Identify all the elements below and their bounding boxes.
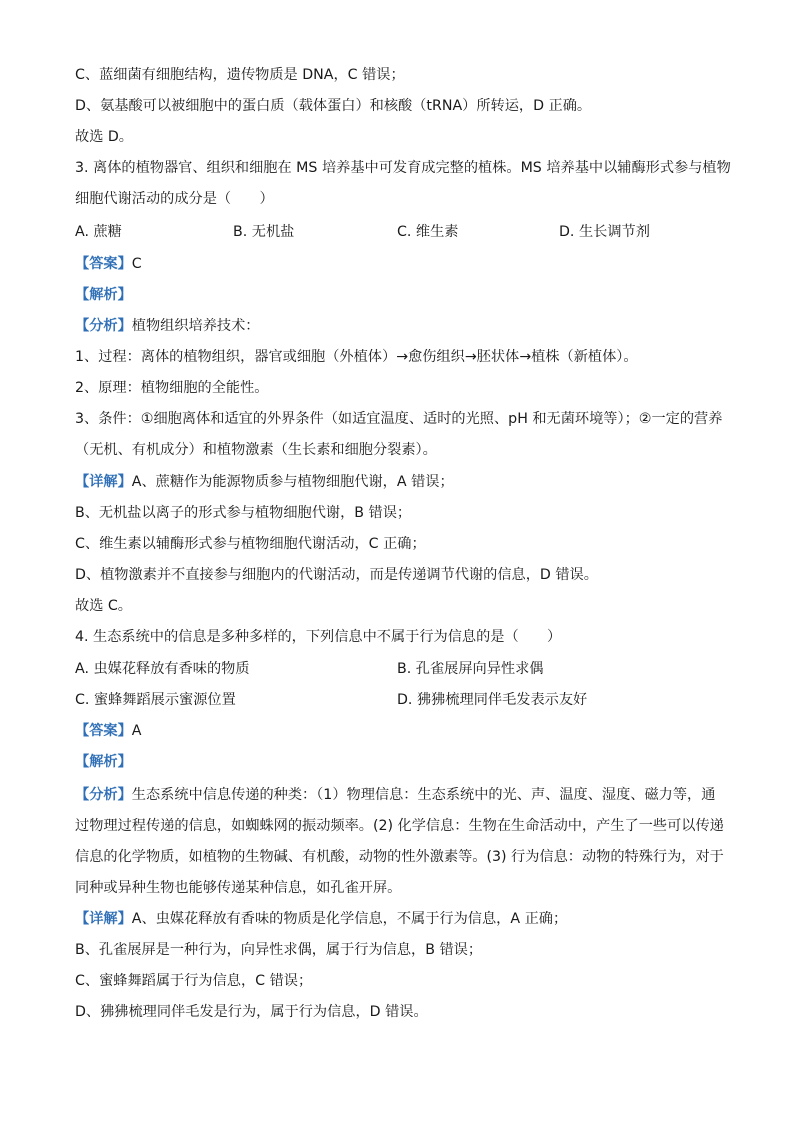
detail-tag: 【详解】 <box>75 474 132 490</box>
option-b: B. 孔雀展屏向异性求偶 <box>397 661 544 677</box>
option-a: A. 虫媒花释放有香味的物质 <box>75 661 250 677</box>
text-line: 1、过程：离体的植物组织，器官或细胞（外植体）→愈伤组织→胚状体→植株（新植体）。 <box>75 349 638 365</box>
text-line: C、维生素以辅酶形式参与植物细胞代谢活动，C 正确； <box>75 536 426 552</box>
text-line: D、植物激素并不直接参与细胞内的代谢活动，而是传递调节代谢的信息，D 错误。 <box>75 567 598 583</box>
question-4-stem: 4. 生态系统中的信息是多种多样的，下列信息中不属于行为信息的是（ ） <box>75 629 562 645</box>
text-line: B、孔雀展屏是一种行为，向异性求偶，属于行为信息，B 错误； <box>75 942 483 958</box>
text-line: 3、条件：①细胞离体和适宜的外界条件（如适宜温度、适时的光照、pH 和无菌环境等）；②一定的营养 <box>75 411 723 427</box>
option-a: A. 蔗糖 <box>75 224 122 240</box>
detail-text: A、蔗糖作为能源物质参与植物细胞代谢，A 错误； <box>131 474 454 490</box>
text-line: C、蓝细菌有细胞结构，遗传物质是 DNA，C 错误； <box>75 67 405 83</box>
answer-tag: 【答案】 <box>75 723 132 739</box>
text-line: B、无机盐以离子的形式参与植物细胞代谢，B 错误； <box>75 505 412 521</box>
fenxi-line <box>75 316 259 336</box>
text-line: 过物理过程传递的信息，如蜘蛛网的振动频率。(2) 化学信息：生物在生命活动中，产生了一些可以传递 <box>75 818 724 834</box>
option-b: B. 无机盐 <box>233 224 295 240</box>
text-line: 同种或异种生物也能够传递某种信息，如孔雀开屏。 <box>75 880 402 896</box>
text-line: 信息的化学物质，如植物的生物碱、有机酸，动物的性外激素等。(3) 行为信息：动物的特殊行为，对于 <box>75 849 724 865</box>
detail-text: A、虫媒花释放有香味的物质是化学信息，不属于行为信息，A 正确； <box>131 911 568 927</box>
detail-tag: 【详解】 <box>75 911 132 927</box>
fenxi-line <box>75 785 715 805</box>
text-line: D、氨基酸可以被细胞中的蛋白质（载体蛋白）和核酸（tRNA）所转运，D 正确。 <box>75 98 592 114</box>
analysis-heading <box>75 285 132 305</box>
answer-value: C <box>131 256 142 272</box>
text-line: 2、原理：植物细胞的全能性。 <box>75 380 269 396</box>
option-c: C. 维生素 <box>397 224 459 240</box>
answer-line <box>75 721 141 741</box>
text-line: （无机、有机成分）和植物激素（生长素和细胞分裂素）。 <box>75 442 437 458</box>
text-line: 故选 C。 <box>75 598 132 614</box>
detail-line <box>75 909 567 929</box>
analysis-tag: 【解析】 <box>75 754 132 770</box>
answer-tag: 【答案】 <box>75 256 132 272</box>
fenxi-tag: 【分析】 <box>75 318 132 334</box>
option-d: D. 狒狒梳理同伴毛发表示友好 <box>397 692 588 708</box>
fenxi-text: 生态系统中信息传递的种类：（1）物理信息：生态系统中的光、声、温度、湿度、磁力等，通 <box>131 787 716 803</box>
detail-line <box>75 472 454 492</box>
question-3-stem: 细胞代谢活动的成分是（ ） <box>75 191 274 207</box>
text-line: 故选 D。 <box>75 129 133 145</box>
analysis-tag: 【解析】 <box>75 287 132 303</box>
analysis-heading <box>75 752 132 772</box>
option-c: C. 蜜蜂舞蹈展示蜜源位置 <box>75 692 236 708</box>
fenxi-text: 植物组织培养技术： <box>131 318 260 334</box>
text-line: C、蜜蜂舞蹈属于行为信息，C 错误； <box>75 973 313 989</box>
answer-value: A <box>131 723 142 739</box>
question-3-stem: 3. 离体的植物器官、组织和细胞在 MS 培养基中可发育成完整的植株。MS 培养基中以辅酶形式参与植物 <box>75 160 731 176</box>
answer-line <box>75 254 142 274</box>
fenxi-tag: 【分析】 <box>75 787 132 803</box>
option-d: D. 生长调节剂 <box>559 224 650 240</box>
text-line: D、狒狒梳理同伴毛发是行为，属于行为信息，D 错误。 <box>75 1004 428 1020</box>
